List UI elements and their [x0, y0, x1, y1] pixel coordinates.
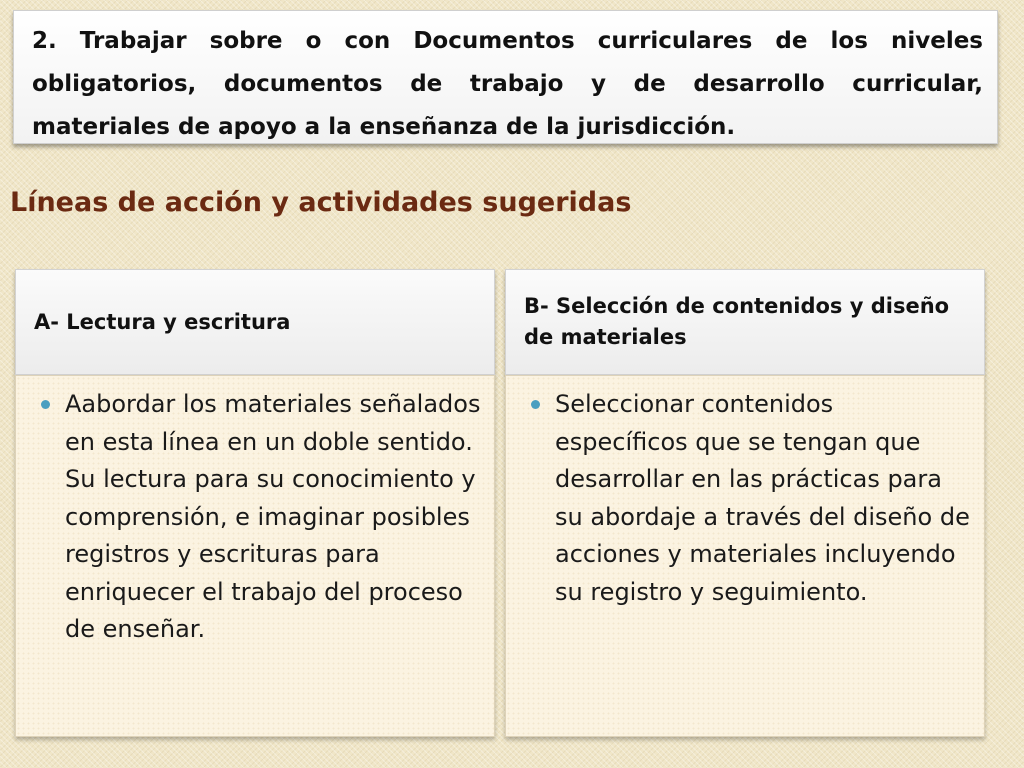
- list-item: [30, 386, 482, 649]
- column-b-bullet-text: Seleccionar contenidos específicos que se tengan que desarrollar en las prácticas para su abordaje a través del diseño de acciones y materiales incluyendo su registro y seguimiento.: [555, 390, 970, 606]
- column-b-header: [505, 269, 985, 375]
- bullet-icon: [41, 400, 50, 409]
- column-a-header: [15, 269, 495, 375]
- column-b-title: B- Selección de contenidos y diseño de materiales: [524, 294, 950, 349]
- intro-text: 2. Trabajar sobre o con Documentos curriculares de los niveles obligatorios, documentos de trabajo y de desarrollo curricular, materiales de apoyo a la enseñanza de la jurisdicción.: [32, 28, 983, 140]
- intro-box: [13, 10, 998, 144]
- bullet-icon: [531, 400, 540, 409]
- section-heading: Líneas de acción y actividades sugeridas: [10, 187, 632, 218]
- column-a-bullet-text: Aabordar los materiales señalados en esta línea en un doble sentido. Su lectura para su conocimiento y comprensión, e imaginar posibles registros y escrituras para enriquecer el trabajo del proceso de enseñar.: [65, 390, 481, 643]
- column-a-title: A- Lectura y escritura: [34, 309, 291, 334]
- column-b-body: [505, 375, 985, 737]
- column-a-body: [15, 375, 495, 737]
- list-item: [520, 386, 972, 611]
